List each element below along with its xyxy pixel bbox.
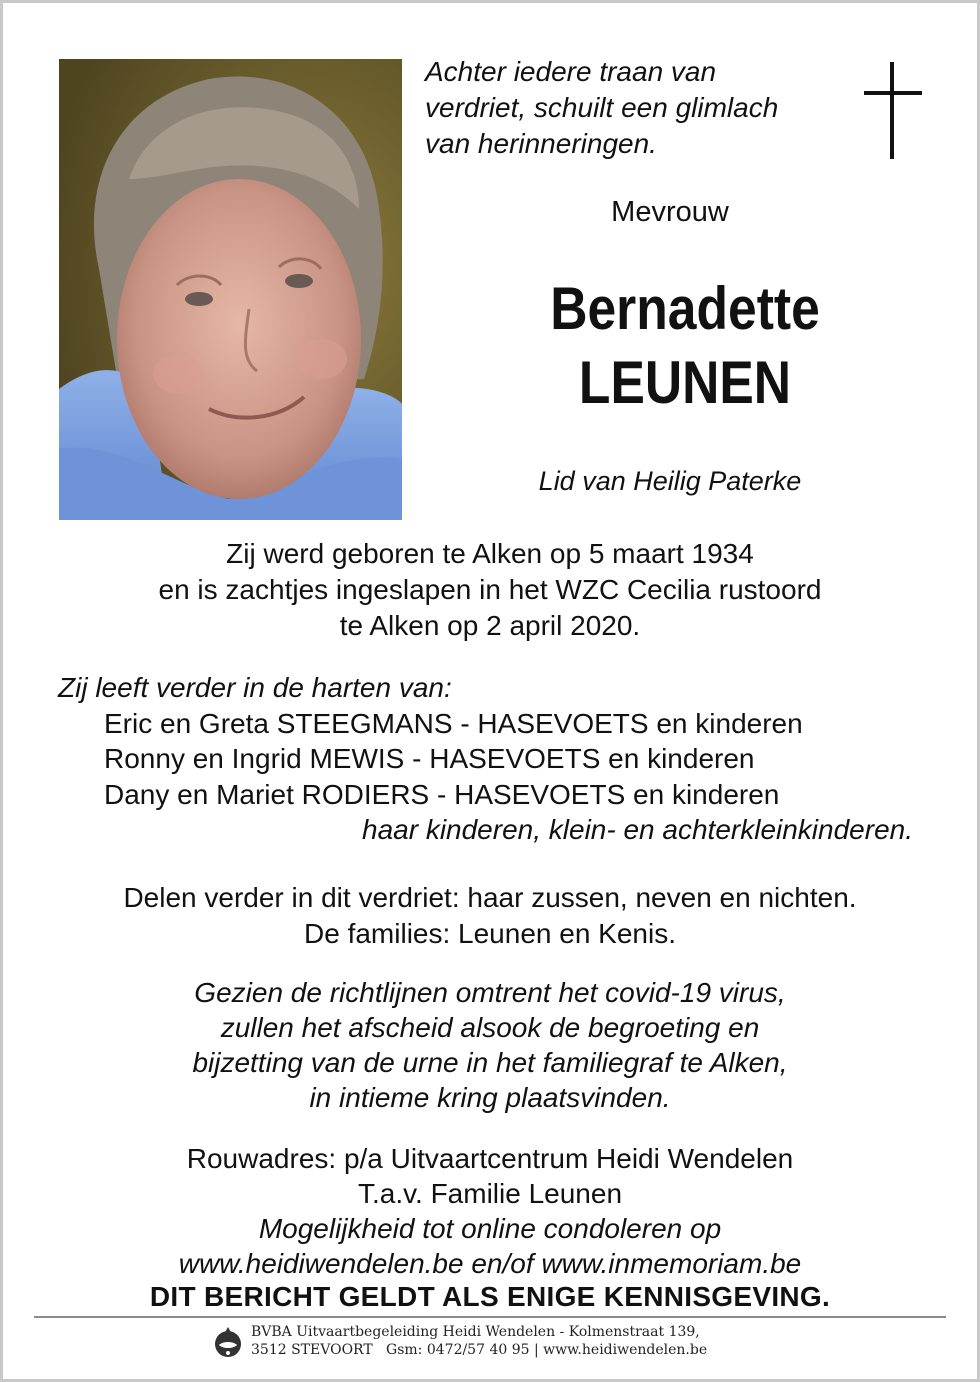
family-line: Eric en Greta STEEGMANS - HASEVOETS en kinderen xyxy=(104,707,803,739)
official-notice: DIT BERICHT GELDT ALS ENIGE KENNISGEVING. xyxy=(149,1281,831,1312)
covid-notice xyxy=(0,975,980,1115)
sharing-line: De families: Leunen en Kenis. xyxy=(304,918,676,949)
covid-line: bijzetting van de urne in het familiegraf te Alken, xyxy=(192,1047,788,1078)
websites-link[interactable]: www.heidiwendelen.be en/of www.inmemoriam.be xyxy=(178,1248,802,1279)
footer-line: 3512 STEVOORT Gsm: 0472/57 40 95 | www.heidiwendelen.be xyxy=(251,1342,708,1358)
birth-death-info xyxy=(0,536,980,644)
portrait-photo xyxy=(59,59,402,520)
survivors-list xyxy=(58,670,938,848)
motto-line: verdriet, schuilt een glimlach xyxy=(425,92,779,123)
motto-line: van herinneringen. xyxy=(425,128,657,159)
funeral-home-logo-icon xyxy=(213,1325,243,1359)
divider xyxy=(34,1316,946,1318)
family-line: Ronny en Ingrid MEWIS - HASEVOETS en kinderen xyxy=(104,743,755,774)
sharing-grief xyxy=(0,880,980,952)
covid-line: zullen het afscheid alsook de begroeting en xyxy=(220,1012,760,1043)
address-line: T.a.v. Familie Leunen xyxy=(357,1178,623,1209)
survivors-intro: Zij leeft verder in de harten van: xyxy=(58,672,452,703)
sharing-line: Delen verder in dit verdriet: haar zussen, neven en nichten. xyxy=(123,882,857,913)
salutation: Mevrouw xyxy=(611,196,729,228)
birth-line: Zij werd geboren te Alken op 5 maart 1934 xyxy=(226,538,754,569)
death-date-line: te Alken op 2 april 2020. xyxy=(339,610,641,641)
deceased-name xyxy=(500,272,870,420)
cross-icon xyxy=(864,62,922,159)
covid-line: in intieme kring plaatsvinden. xyxy=(309,1082,671,1113)
condolence-line: Mogelijkheid tot online condoleren op xyxy=(258,1213,722,1244)
first-name: Bernadette xyxy=(550,275,820,342)
family-line: Dany en Mariet RODIERS - HASEVOETS en kinderen xyxy=(104,778,780,810)
funeral-home-footer xyxy=(251,1323,771,1359)
address-line: Rouwadres: p/a Uitvaartcentrum Heidi Wendelen xyxy=(186,1143,794,1174)
footer-line: BVBA Uitvaartbegeleiding Heidi Wendelen - Kolmenstraat 139, xyxy=(251,1324,700,1340)
motto-line: Achter iedere traan van xyxy=(425,56,717,87)
motto-quote xyxy=(425,54,845,162)
covid-line: Gezien de richtlijnen omtrent het covid-19 virus, xyxy=(194,977,786,1008)
last-name: LEUNEN xyxy=(578,349,792,416)
mourning-address xyxy=(0,1141,980,1281)
membership: Lid van Heilig Paterke xyxy=(538,466,802,496)
death-line: en is zachtjes ingeslapen in het WZC Cecilia rustoord xyxy=(158,574,822,605)
survivors-closing: haar kinderen, klein- en achterkleinkinderen. xyxy=(362,814,913,845)
